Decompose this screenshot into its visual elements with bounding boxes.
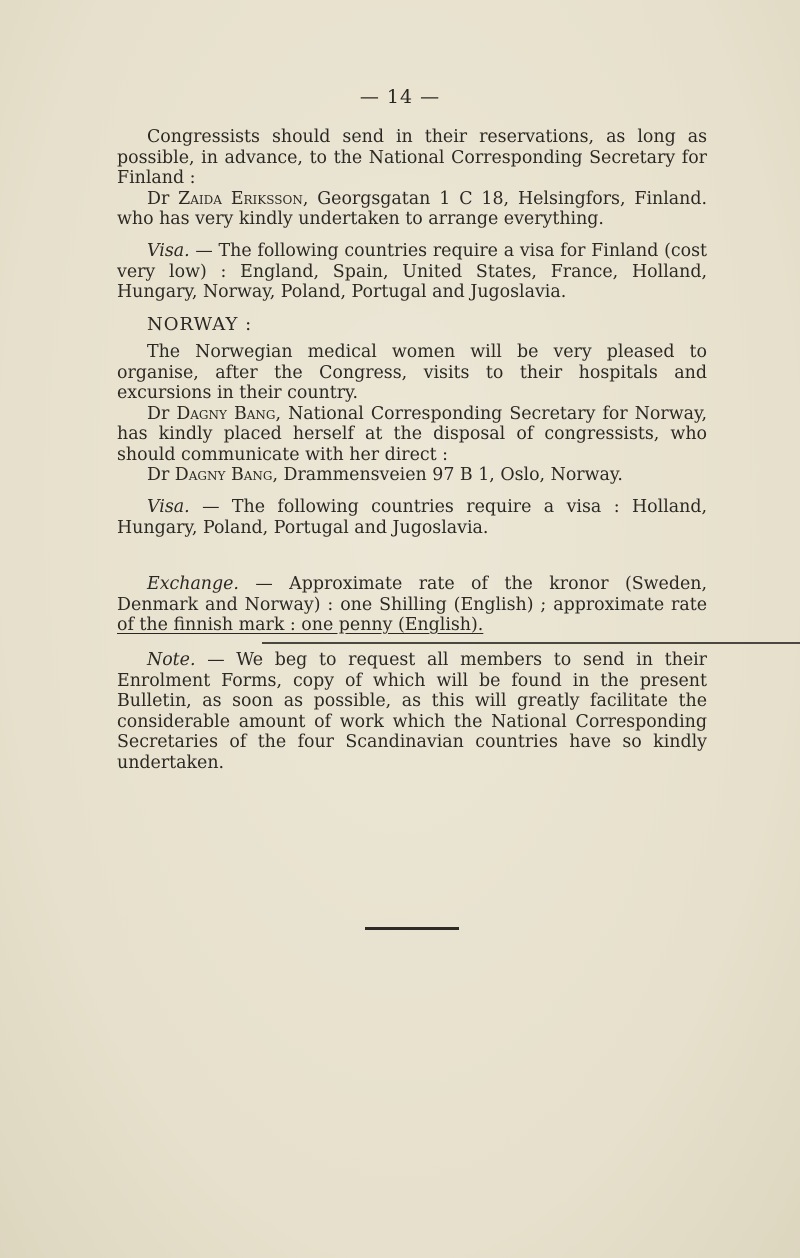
page-number: — 14 — xyxy=(359,86,441,108)
norway-intro-paragraph: The Norwegian medical women will be very pleased to organise, after the Congress, visits to their hospitals and excursions in their country. xyxy=(117,342,707,403)
finland-visa-text: — The following countries require a visa for Finland (cost very low) : England, Spain, United States, France, Holland, Hungary, Norway, Poland, Portugal and Jugoslavia. xyxy=(117,241,707,302)
note-paragraph xyxy=(117,650,707,773)
finland-section xyxy=(117,127,707,230)
finland-address-title: Dr xyxy=(147,188,179,209)
norway-visa-text: — The following countries require a visa : Holland, Hungary, Poland, Portugal and Jugoslavia. xyxy=(117,497,707,538)
norway-section xyxy=(117,314,707,336)
finland-secretary-name: Zaida Eriksson xyxy=(178,188,303,209)
norway-address-text: , Drammensveien 97 B 1, Oslo, Norway. xyxy=(272,465,623,485)
norway-secretary-text: , National Corresponding Secretary for Norway, has kindly placed herself at the disposal of congressists, who should communicate with her direct : xyxy=(117,403,707,465)
norway-visa-label: Visa. xyxy=(147,497,190,517)
exchange-underlined-text: of the finnish mark : one penny (English). xyxy=(117,615,484,635)
norway-visa-section xyxy=(117,497,707,538)
note-section xyxy=(117,650,707,773)
finland-visa-paragraph xyxy=(117,241,707,303)
exchange-text: — Approximate rate of the kronor (Sweden, Denmark and Norway) : one Shilling (English) ; approximate rate xyxy=(117,574,707,615)
norway-secretary-title: Dr xyxy=(147,403,177,424)
note-label: Note. xyxy=(147,650,196,670)
norway-address-title: Dr xyxy=(147,465,175,485)
finland-address-text: , Georgsgatan 1 C 18, Helsingfors, Finland. who has very kindly undertaken to arrange everything. xyxy=(117,188,707,229)
section-divider xyxy=(262,642,800,644)
exchange-paragraph xyxy=(117,574,707,636)
finland-reservations-paragraph: Congressists should send in their reservations, as long as possible, in advance, to the National Corresponding Secretary for Finland : xyxy=(117,127,707,188)
norway-address-paragraph xyxy=(117,465,707,486)
finland-address-paragraph xyxy=(117,189,707,230)
note-text: — We beg to request all members to send in their Enrolment Forms, copy of which will be found in the present Bulletin, as soon as possible, as this will greatly facilitate the considerable amount of work which the National Corresponding Secretaries of the four Scandinavian countries have so kindly undertaken. xyxy=(117,650,707,773)
norway-visa-paragraph xyxy=(117,497,707,538)
finland-visa-section xyxy=(117,241,707,303)
norway-address-name: Dagny Bang xyxy=(174,465,273,485)
norway-heading: NORWAY : xyxy=(147,314,253,335)
finland-visa-label: Visa. xyxy=(147,241,190,261)
exchange-label: Exchange. xyxy=(147,574,239,594)
exchange-section xyxy=(117,574,707,648)
norway-body xyxy=(117,342,707,486)
norway-secretary-paragraph xyxy=(117,404,707,466)
end-rule xyxy=(365,927,459,930)
norway-secretary-name: Dagny Bang xyxy=(176,403,276,424)
